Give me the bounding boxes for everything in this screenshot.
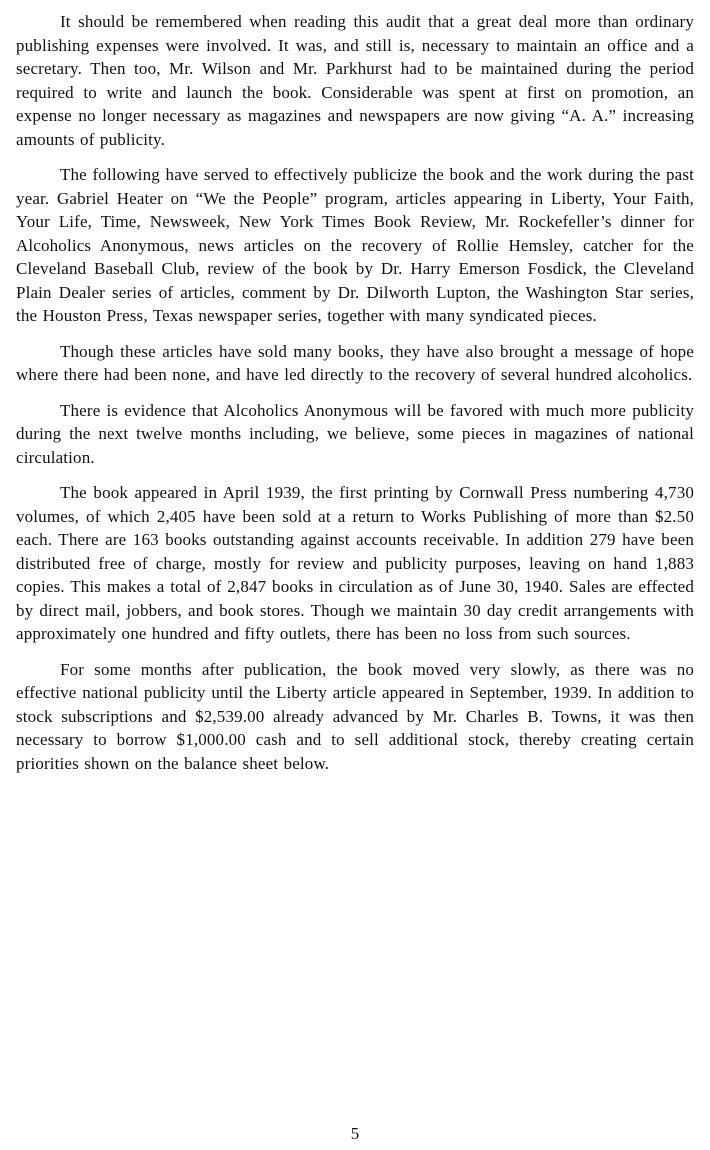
paragraph-publicity-sources: The following have served to effectively publicize the book and the work during the past year. Gabriel Heater on “We the People” program, articles appearing in Liberty, Your Faith, Your Life, Time, Newsweek, New York Times Book Review, Mr. Rockefeller’s dinner for Alcoholics Anonymous, news articles on the recovery of Rollie Hemsley, catcher for the Cleveland Baseball Club, review of the book by Dr. Harry Emerson Fosdick, the Cleveland Plain Dealer series of articles, comment by Dr. Dilworth Lupton, the Washington Star series, the Houston Press, Texas newspaper series, together with many syndicated pieces. xyxy=(16,165,694,325)
paragraph-financing: For some months after publication, the book moved very slowly, as there was no effective national publicity until the Liberty article appeared in September, 1939. In addition to stock subscriptions and $2,539.00 already advanced by Mr. Charles B. Towns, it was then necessary to borrow $1,000.00 cash and to sell additional stock, thereby creating certain priorities shown on the balance sheet below. xyxy=(16,659,694,773)
paragraph-book-sales: The book appeared in April 1939, the first printing by Cornwall Press numbering 4,730 volumes, of which 2,405 have been sold at a return to Works Publishing of more than $2.50 each. There are 163 books outstanding against accounts receivable. In addition 279 have been distributed free of charge, mostly for review and publicity purposes, leaving on hand 1,883 copies. This makes a total of 2,847 books in circulation as of June 30, 1940. Sales are effected by direct mail, jobbers, and book stores. Though we maintain 30 day credit arrangements with approximately one hundred and fifty outlets, there has been no loss from such sources. xyxy=(16,483,694,643)
page-number: 5 xyxy=(350,1124,360,1143)
paragraph-message-of-hope: Though these articles have sold many books, they have also brought a message of hope where there had been none, and have led directly to the recovery of several hundred alcoholics. xyxy=(16,341,694,384)
paragraph-audit-expenses: It should be remembered when reading this audit that a great deal more than ordinary publishing expenses were involved. It was, and still is, necessary to maintain an office and a secretary. Then too, Mr. Wilson and Mr. Parkhurst had to be maintained during the period required to write and launch the book. Considerable was spent at first on promotion, an expense no longer necessary as magazines and newspapers are now giving “A. A.” increasing amounts of publicity. xyxy=(16,12,694,149)
document-page xyxy=(16,10,694,775)
paragraph-future-publicity: There is evidence that Alcoholics Anonymous will be favored with much more publicity during the next twelve months including, we believe, some pieces in magazines of national circulation. xyxy=(16,400,694,467)
